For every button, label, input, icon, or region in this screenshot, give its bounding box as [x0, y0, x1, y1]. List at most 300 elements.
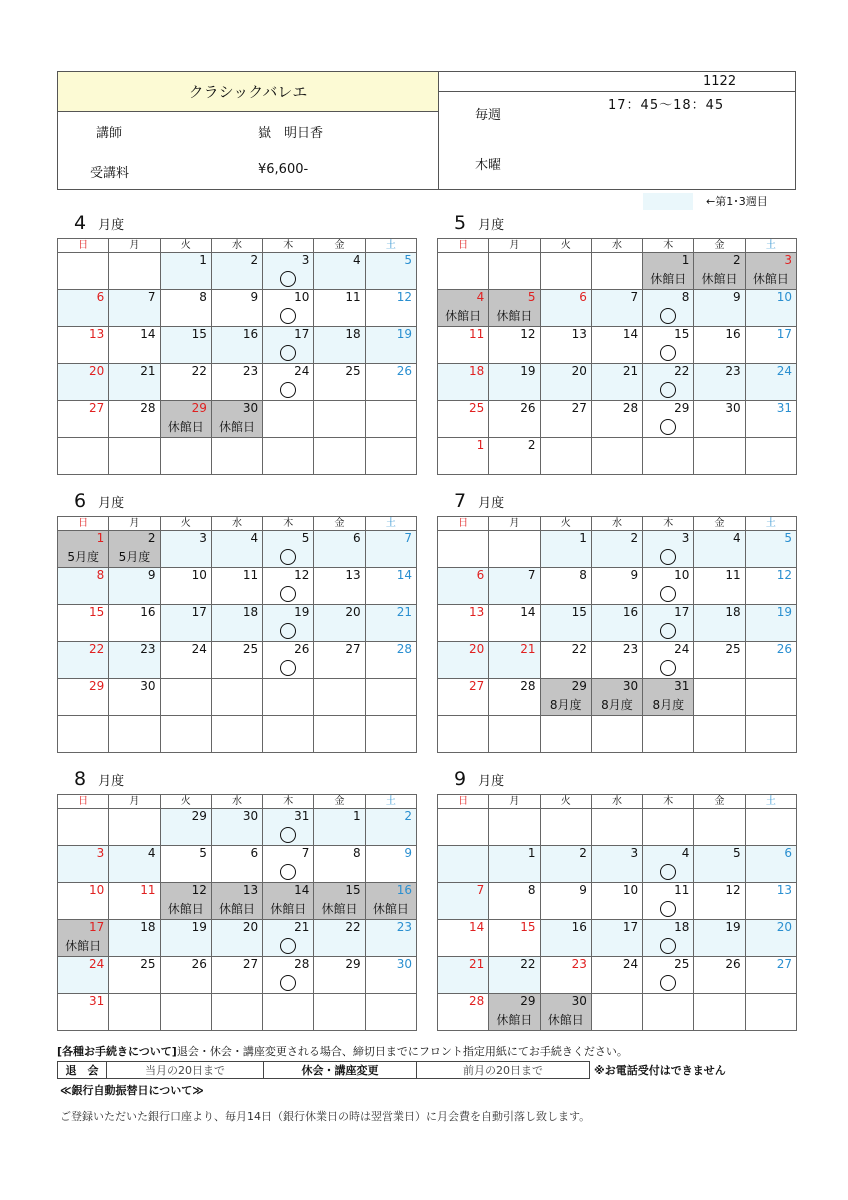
calendar-day — [160, 809, 211, 846]
calendar-day — [489, 253, 540, 290]
calendar-day — [591, 957, 642, 994]
day-number: 18 — [725, 605, 741, 619]
day-number: 13 — [776, 883, 792, 897]
calendar-day — [745, 253, 796, 290]
day-note: 休館日 — [547, 1013, 584, 1027]
calendar-day — [438, 994, 489, 1031]
weekday-header: 木 — [263, 239, 314, 253]
day-number: 15 — [571, 605, 587, 619]
calendar-week — [58, 253, 417, 290]
day-number: 30 — [396, 957, 412, 971]
day-number: 23 — [622, 642, 639, 656]
day-number: 19 — [294, 605, 310, 619]
calendar-day — [263, 846, 314, 883]
calendar-day — [109, 290, 160, 327]
day-number: 16 — [396, 883, 412, 897]
day-number: 24 — [294, 364, 310, 378]
day-number: 21 — [622, 364, 639, 378]
procedures-heading: [各種お手続きについて] — [57, 1045, 177, 1058]
calendar-day — [694, 679, 745, 716]
calendar-week — [438, 568, 797, 605]
day-number: 7 — [476, 883, 485, 897]
calendar-day — [365, 994, 416, 1031]
course-code: 1122 — [703, 74, 737, 89]
day-number: 27 — [89, 401, 105, 415]
calendar-day — [365, 846, 416, 883]
calendar-week — [58, 883, 417, 920]
day-number: 1 — [476, 438, 485, 452]
day-note: 8月度 — [601, 698, 633, 712]
calendar-day — [263, 994, 314, 1031]
day-number: 25 — [345, 364, 361, 378]
day-number: 17 — [191, 605, 207, 619]
day-number: 18 — [674, 920, 690, 934]
calendar-day — [58, 290, 109, 327]
calendar-day — [489, 327, 540, 364]
weekday-header: 金 — [694, 795, 745, 809]
calendar-day — [211, 920, 262, 957]
month-calendar — [437, 490, 797, 771]
calendar-day — [694, 957, 745, 994]
calendar-day — [540, 605, 591, 642]
calendar-day — [109, 957, 160, 994]
day-number: 9 — [733, 290, 741, 304]
calendar-day — [438, 605, 489, 642]
weekday-header: 火 — [540, 517, 591, 531]
day-number: 26 — [725, 957, 741, 971]
day-number: 3 — [630, 846, 639, 860]
weekday-header: 木 — [263, 517, 314, 531]
calendar-day — [314, 957, 365, 994]
calendar-day — [58, 920, 109, 957]
day-number: 25 — [725, 642, 741, 656]
day-note: 休館日 — [218, 420, 255, 434]
day-number: 11 — [140, 883, 156, 897]
calendar-day — [314, 568, 365, 605]
day-number: 14 — [469, 920, 485, 934]
calendar-day — [540, 994, 591, 1031]
day-number: 3 — [96, 846, 105, 860]
month-title — [454, 490, 504, 512]
calendar-day — [489, 531, 540, 568]
weekday-header: 日 — [58, 517, 109, 531]
calendar-day — [109, 568, 160, 605]
calendar-day — [365, 605, 416, 642]
calendar-week — [438, 438, 797, 475]
calendar-day — [211, 846, 262, 883]
calendar-week — [438, 679, 797, 716]
calendar-day — [438, 401, 489, 438]
day-number: 18 — [140, 920, 156, 934]
day-number: 10 — [191, 568, 207, 582]
calendar-day — [591, 883, 642, 920]
calendar-day — [745, 401, 796, 438]
weekday-header: 金 — [694, 517, 745, 531]
calendar-day — [489, 883, 540, 920]
calendar-day — [540, 327, 591, 364]
calendar-day — [263, 957, 314, 994]
calendar-day — [489, 605, 540, 642]
day-note: 休館日 — [270, 902, 307, 916]
calendar-day — [591, 605, 642, 642]
calendar-day — [489, 438, 540, 475]
day-number: 13 — [571, 327, 587, 341]
weekday-header: 金 — [314, 239, 365, 253]
calendar-day — [314, 679, 365, 716]
calendar-day — [540, 401, 591, 438]
deadline-table — [57, 1061, 590, 1079]
month-suffix: 月度 — [98, 496, 125, 511]
day-number: 17 — [622, 920, 639, 934]
weekday-header: 木 — [643, 239, 694, 253]
day-number: 18 — [345, 327, 361, 341]
calendar-day — [109, 605, 160, 642]
legend-swatch — [643, 193, 693, 210]
calendar-day — [263, 401, 314, 438]
day-number: 6 — [476, 568, 485, 582]
calendar-day — [745, 883, 796, 920]
calendar-day — [438, 290, 489, 327]
day-number: 12 — [396, 290, 412, 304]
day-number: 14 — [140, 327, 156, 341]
month-calendar — [437, 212, 797, 493]
calendar-day — [694, 364, 745, 401]
day-number: 10 — [294, 290, 310, 304]
day-number: 2 — [250, 253, 259, 267]
calendar-day — [643, 253, 694, 290]
calendar-day — [58, 679, 109, 716]
calendar-day — [109, 846, 160, 883]
calendar-day — [643, 290, 694, 327]
calendar-day — [263, 253, 314, 290]
calendar-week — [58, 327, 417, 364]
weekday-header: 火 — [540, 795, 591, 809]
calendar-day — [745, 809, 796, 846]
fee-label: 受講料 — [90, 166, 130, 181]
day-number: 30 — [725, 401, 741, 415]
class-day-circle-icon — [660, 419, 676, 435]
calendar-day — [160, 716, 211, 753]
day-number: 3 — [681, 531, 690, 545]
day-number: 28 — [396, 642, 412, 656]
day-note: 休館日 — [496, 309, 533, 323]
day-number: 22 — [520, 957, 536, 971]
calendar-day — [694, 883, 745, 920]
calendar-day — [745, 994, 796, 1031]
calendar-day — [438, 716, 489, 753]
calendar-day — [540, 809, 591, 846]
month-calendar — [57, 490, 417, 771]
month-number: 9 — [454, 768, 467, 790]
day-number: 13 — [469, 605, 485, 619]
class-day-circle-icon — [280, 308, 296, 324]
class-day-circle-icon — [660, 586, 676, 602]
calendar-day — [438, 642, 489, 679]
day-number: 20 — [345, 605, 361, 619]
weekday-header: 日 — [58, 795, 109, 809]
calendar-day — [314, 716, 365, 753]
day-number: 20 — [469, 642, 485, 656]
day-number: 15 — [89, 605, 105, 619]
class-day-circle-icon — [660, 660, 676, 676]
calendar-day — [694, 290, 745, 327]
calendar-day — [160, 364, 211, 401]
calendar-day — [591, 679, 642, 716]
class-day-circle-icon — [660, 382, 676, 398]
bank-text: ご登録いただいた銀行口座より、毎月14日（銀行休業日の時は翌営業日）に月会費を自動引落し致します。 — [60, 1110, 591, 1123]
day-number: 9 — [250, 290, 259, 304]
day-number: 7 — [630, 290, 639, 304]
frequency: 毎週 — [475, 108, 502, 123]
calendar-day — [694, 920, 745, 957]
calendar-day — [365, 364, 416, 401]
calendar-day — [160, 327, 211, 364]
weekday-header: 月 — [489, 795, 540, 809]
month-title — [454, 212, 504, 234]
month-number: 7 — [454, 490, 467, 512]
day-number: 20 — [776, 920, 792, 934]
calendar-week — [438, 253, 797, 290]
calendar-week — [58, 568, 417, 605]
calendar-day — [211, 327, 262, 364]
calendar-day — [365, 883, 416, 920]
day-number: 21 — [140, 364, 156, 378]
day-number: 12 — [191, 883, 207, 897]
calendar-day — [58, 957, 109, 994]
day-number: 25 — [674, 957, 690, 971]
day-number: 9 — [579, 883, 587, 897]
weekday-header: 日 — [438, 517, 489, 531]
calendar-week — [438, 809, 797, 846]
day-number: 22 — [674, 364, 690, 378]
calendar-day — [109, 401, 160, 438]
calendar-day — [109, 883, 160, 920]
day-number: 26 — [396, 364, 412, 378]
calendar-day — [109, 364, 160, 401]
calendar-day — [58, 327, 109, 364]
day-note: 8月度 — [549, 698, 582, 712]
day-number: 11 — [674, 883, 690, 897]
calendar-week — [438, 642, 797, 679]
day-note: 休館日 — [321, 902, 358, 916]
suspend-deadline: 前月の20日まで — [417, 1062, 590, 1079]
day-number: 12 — [776, 568, 792, 582]
calendar-day — [365, 642, 416, 679]
day-number: 10 — [622, 883, 639, 897]
calendar-day — [365, 809, 416, 846]
calendar-day — [211, 253, 262, 290]
withdraw-deadline: 当月の20日まで — [107, 1062, 264, 1079]
day-note: 8月度 — [652, 698, 685, 712]
calendar-day — [211, 605, 262, 642]
month-number: 6 — [74, 490, 87, 512]
month-number: 4 — [74, 212, 87, 234]
day-number: 4 — [733, 531, 741, 545]
weekday-header: 月 — [109, 795, 160, 809]
month-calendar — [57, 212, 417, 493]
calendar-day — [109, 716, 160, 753]
calendar-day — [160, 957, 211, 994]
calendar-day — [314, 401, 365, 438]
calendar-day — [211, 290, 262, 327]
weekday-header: 日 — [438, 239, 489, 253]
day-number: 10 — [89, 883, 105, 897]
calendar-day — [263, 642, 314, 679]
calendar-day — [109, 438, 160, 475]
day-number: 18 — [242, 605, 259, 619]
calendar-day — [211, 642, 262, 679]
calendar-day — [314, 642, 365, 679]
day-number: 11 — [345, 290, 361, 304]
class-day-circle-icon — [660, 345, 676, 361]
day-number: 19 — [191, 920, 207, 934]
calendar-week — [58, 364, 417, 401]
day-number: 24 — [674, 642, 690, 656]
calendar-day — [263, 290, 314, 327]
day-number: 29 — [520, 994, 536, 1008]
day-number: 15 — [674, 327, 690, 341]
calendar-day — [211, 438, 262, 475]
calendar-day — [314, 531, 365, 568]
day-note: 休館日 — [372, 902, 409, 916]
calendar-day — [160, 253, 211, 290]
procedures-text: 退会・休会・講座変更される場合、締切日までにフロント指定用紙にてお手続きください。 — [176, 1045, 628, 1058]
class-day-circle-icon — [660, 938, 676, 954]
day-number: 9 — [404, 846, 412, 860]
day-number: 5 — [404, 253, 412, 267]
day-number: 4 — [147, 846, 156, 860]
calendar-day — [540, 642, 591, 679]
month-calendar — [57, 768, 417, 1049]
day-number: 20 — [89, 364, 105, 378]
calendar-day — [438, 920, 489, 957]
instructor-name: 嶽 明日香 — [258, 126, 324, 141]
calendar-day — [263, 679, 314, 716]
calendar-day — [694, 809, 745, 846]
calendar-day — [694, 642, 745, 679]
calendar-day — [591, 531, 642, 568]
calendar-day — [438, 957, 489, 994]
day-note: 休館日 — [701, 272, 738, 286]
day-note: 休館日 — [445, 309, 482, 323]
calendar-day — [694, 327, 745, 364]
calendar-day — [438, 531, 489, 568]
day-number: 23 — [140, 642, 156, 656]
weekday-header: 日 — [438, 795, 489, 809]
calendar-week — [438, 920, 797, 957]
class-day-circle-icon — [660, 864, 676, 880]
day-number: 26 — [294, 642, 310, 656]
day-number: 30 — [571, 994, 587, 1008]
calendar-day — [489, 809, 540, 846]
calendar-day — [540, 883, 591, 920]
day-note: 休館日 — [167, 420, 204, 434]
day-number: 7 — [404, 531, 412, 545]
day-number: 21 — [294, 920, 310, 934]
month-calendar — [437, 768, 797, 1049]
calendar-day — [745, 327, 796, 364]
day-number: 23 — [725, 364, 741, 378]
calendar-day — [643, 327, 694, 364]
calendar-day — [211, 994, 262, 1031]
course-header — [57, 71, 796, 190]
calendar-day — [211, 957, 262, 994]
calendar-week — [58, 994, 417, 1031]
day-number: 4 — [476, 290, 485, 304]
instructor-label: 講師 — [96, 126, 123, 141]
weekday-header: 火 — [160, 517, 211, 531]
day-number: 29 — [571, 679, 587, 693]
calendar-day — [314, 327, 365, 364]
class-day-circle-icon — [280, 827, 296, 843]
calendar-week — [438, 327, 797, 364]
weekday-header: 土 — [365, 517, 416, 531]
class-day-circle-icon — [660, 623, 676, 639]
day-number: 30 — [140, 679, 156, 693]
calendar-week — [58, 531, 417, 568]
day-number: 7 — [527, 568, 536, 582]
calendar-week — [58, 846, 417, 883]
day-number: 31 — [89, 994, 105, 1008]
suspend-label: 休会・講座変更 — [264, 1062, 417, 1079]
calendar-day — [540, 438, 591, 475]
calendar-day — [263, 605, 314, 642]
day-number: 30 — [242, 401, 259, 415]
day-number: 6 — [784, 846, 792, 860]
day-number: 17 — [294, 327, 310, 341]
day-number: 4 — [353, 253, 361, 267]
calendar-day — [591, 809, 642, 846]
calendar-day — [438, 568, 489, 605]
day-number: 12 — [294, 568, 310, 582]
day-number: 28 — [469, 994, 485, 1008]
calendar-day — [365, 531, 416, 568]
day-number: 10 — [776, 290, 792, 304]
calendar-day — [109, 531, 160, 568]
day-number: 24 — [776, 364, 792, 378]
day-number: 16 — [622, 605, 639, 619]
day-number: 31 — [776, 401, 792, 415]
calendar-day — [745, 716, 796, 753]
calendar-day — [643, 401, 694, 438]
day-number: 16 — [725, 327, 741, 341]
weekday-header: 木 — [643, 795, 694, 809]
calendar-day — [591, 642, 642, 679]
calendar-day — [540, 920, 591, 957]
day-number: 14 — [294, 883, 310, 897]
calendar-week — [58, 920, 417, 957]
calendar-day — [58, 568, 109, 605]
calendar-day — [540, 568, 591, 605]
day-number: 5 — [733, 846, 741, 860]
day-note: 休館日 — [650, 272, 687, 286]
day-note: 休館日 — [167, 902, 204, 916]
day-number: 5 — [199, 846, 207, 860]
day-number: 30 — [242, 809, 259, 823]
calendar-day — [643, 957, 694, 994]
legend-note: ←第1･3週目 — [706, 195, 768, 208]
weekday-header: 土 — [745, 239, 796, 253]
month-number: 8 — [74, 768, 87, 790]
calendar-day — [314, 290, 365, 327]
day-number: 16 — [571, 920, 587, 934]
calendar-day — [591, 920, 642, 957]
calendar-day — [643, 364, 694, 401]
calendar-day — [365, 327, 416, 364]
day-number: 1 — [96, 531, 105, 545]
calendar-day — [263, 438, 314, 475]
calendar-day — [160, 401, 211, 438]
